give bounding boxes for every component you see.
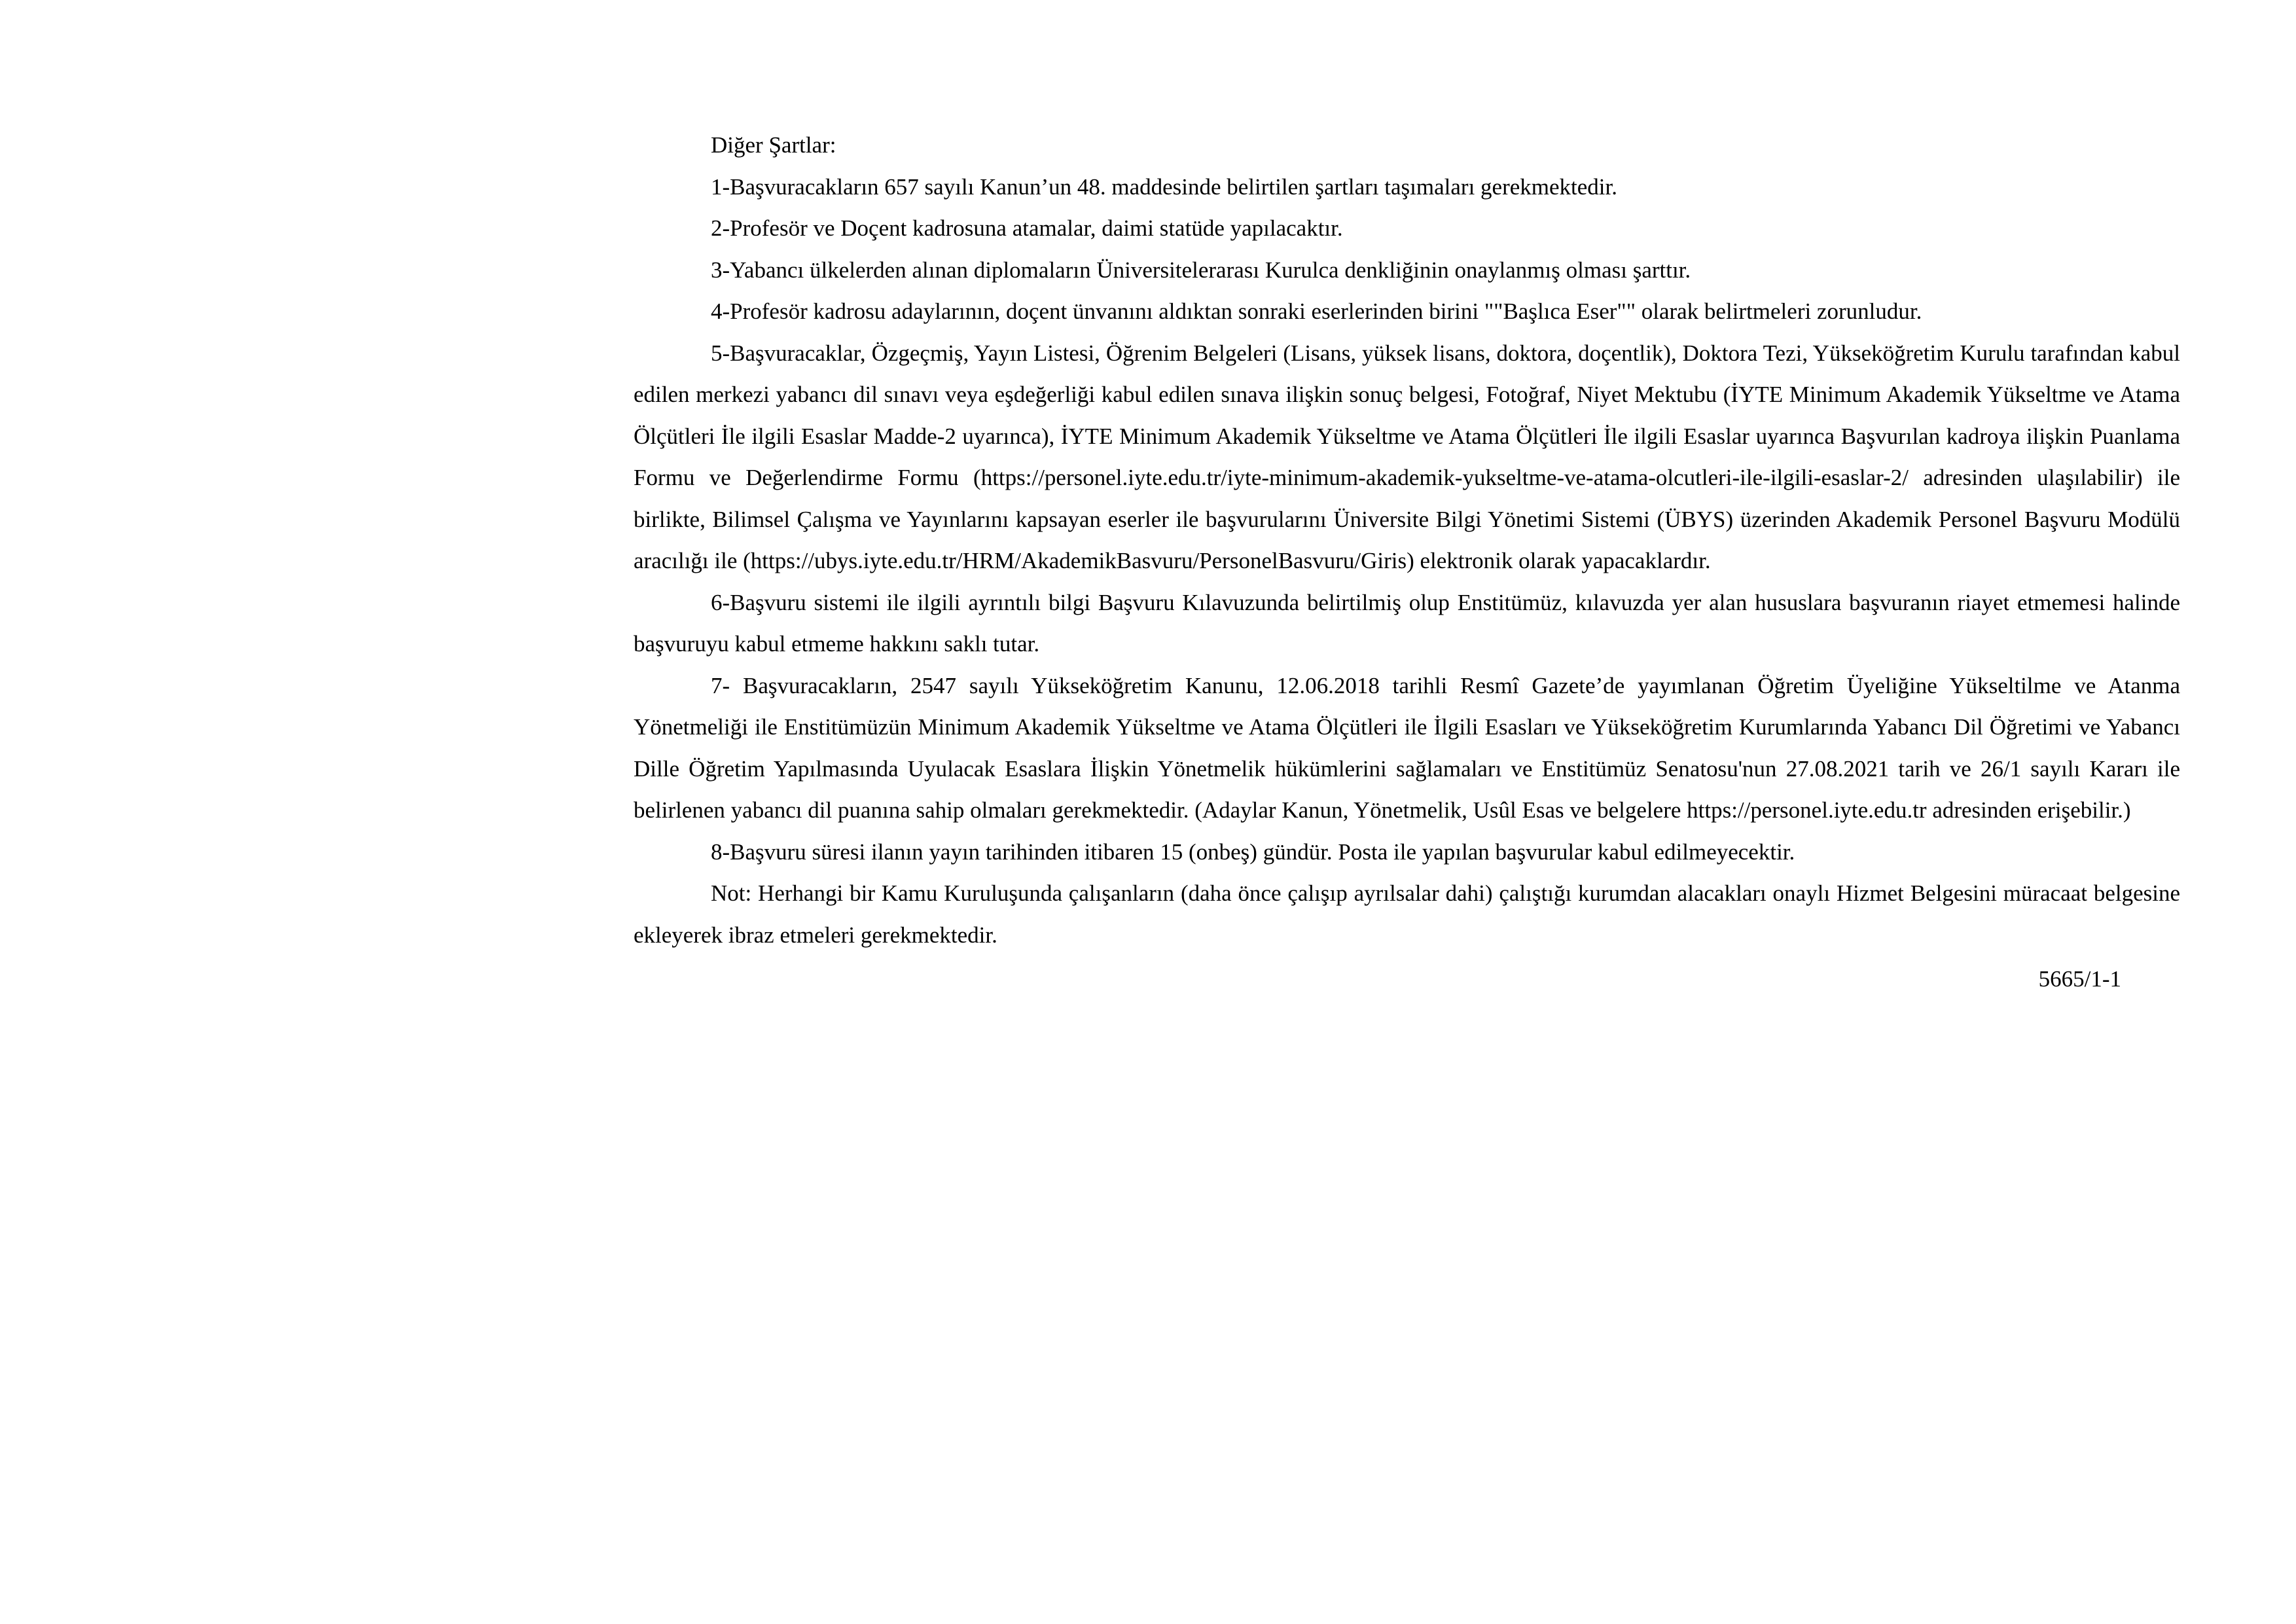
condition-3: 3-Yabancı ülkelerden alınan diplomaların Üniversitelerarası Kurulca denkliğinin onaylanmış olması şarttır. bbox=[711, 257, 1691, 283]
condition-8: 8-Başvuru süresi ilanın yayın tarihinden itibaren 15 (onbeş) gündür. Posta ile yapılan başvurular kabul edilmeyecektir. bbox=[711, 839, 1795, 865]
section-heading: Diğer Şartlar: bbox=[711, 132, 836, 158]
page-code: 5665/1-1 bbox=[2038, 966, 2121, 992]
condition-6: 6-Başvuru sistemi ile ilgili ayrıntılı bilgi Başvuru Kılavuzunda belirtilmiş olup Enstitümüz, kılavuzda yer alan hususlara başvuranın riayet etmemesi halinde başvuruyu kabul etmeme hakkını saklı tutar. bbox=[634, 589, 2180, 657]
condition-5: 5-Başvuracaklar, Özgeçmiş, Yayın Listesi, Öğrenim Belgeleri (Lisans, yüksek lisans, doktora, doçentlik), Doktora Tezi, Yükseköğretim Kurulu tarafından kabul edilen merkezi yabancı dil sınavı veya eşdeğerliği kabul edilen sınava ilişkin sonuç belgesi, Fotoğraf, Niyet Mektubu (İYTE Minimum Akademik Yükseltme ve Atama Ölçütleri İle ilgili Esaslar Madde-2 uyarınca), İYTE Minimum Akademik Yükseltme ve Atama Ölçütleri İle ilgili Esaslar uyarınca Başvurılan kadroya ilişkin Puanlama Formu ve Değerlendirme Formu (https://personel.iyte.edu.tr/iyte-minimum-akademik-yukseltme-ve-atama-olcutleri-ile-ilgili-esaslar-2/ adresinden ulaşılabilir) ile birlikte, Bilimsel Çalışma ve Yayınlarını kapsayan eserler ile başvurularını Üniversite Bilgi Yönetimi Sistemi (ÜBYS) üzerinden Akademik Personel Başvuru Modülü aracılığı ile (https://ubys.iyte.edu.tr/HRM/AkademikBasvuru/PersonelBasvuru/Giris) elektronik olarak yapacaklardır. bbox=[634, 340, 2180, 573]
condition-7: 7- Başvuracakların, 2547 sayılı Yükseköğretim Kanunu, 12.06.2018 tarihli Resmî Gazete’de yayımlanan Öğretim Üyeliğine Yükseltilme ve Atanma Yönetmeliği ile Enstitümüzün Minimum Akademik Yükseltme ve Atama Ölçütleri ile İlgili Esasları ve Yükseköğretim Kurumlarında Yabancı Dil Öğretimi ve Yabancı Dille Öğretim Yapılmasında Uyulacak Esaslara İlişkin Yönetmelik hükümlerini sağlamaları ve Enstitümüz Senatosu'nun 27.08.2021 tarih ve 26/1 sayılı Kararı ile belirlenen yabancı dil puanına sahip olmaları gerekmektedir. (Adaylar Kanun, Yönetmelik, Usûl Esas ve belgelere https://personel.iyte.edu.tr adresinden erişebilir.) bbox=[634, 672, 2180, 823]
condition-4: 4-Profesör kadrosu adaylarının, doçent ünvanını aldıktan sonraki eserlerinden birini ""Başlıca Eser"" olarak belirtmeleri zorunludur. bbox=[711, 298, 1922, 324]
note-paragraph: Not: Herhangi bir Kamu Kuruluşunda çalışanların (daha önce çalışıp ayrılsalar dahi) çalıştığı kurumdan alacakları onaylı Hizmet Belgesini müracaat belgesine ekleyerek ibraz etmeleri gerekmektedir. bbox=[634, 880, 2180, 948]
condition-2: 2-Profesör ve Doçent kadrosuna atamalar, daimi statüde yapılacaktır. bbox=[711, 215, 1343, 241]
announcement-text bbox=[634, 124, 2180, 1000]
condition-1: 1-Başvuracakların 657 sayılı Kanun’un 48. maddesinde belirtilen şartları taşımaları gerekmektedir. bbox=[711, 173, 1617, 200]
